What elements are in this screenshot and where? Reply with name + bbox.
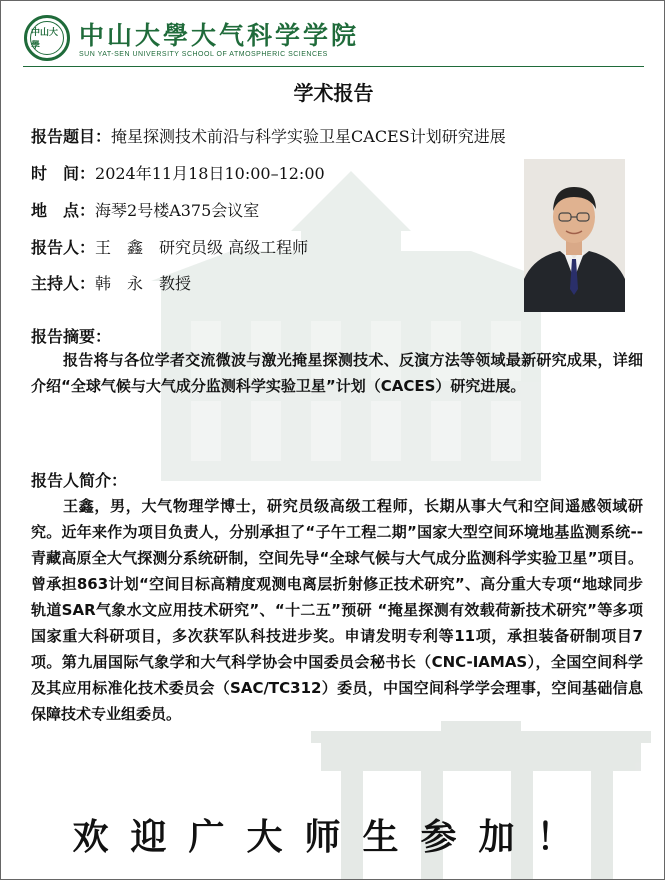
logo-text: 中山大學: [30, 21, 64, 55]
abstract-heading: 报告摘要：: [31, 327, 112, 346]
field-label: 时 间：: [31, 164, 96, 183]
university-name-en: SUN YAT-SEN UNIVERSITY SCHOOL OF ATMOSPHERIC SCIENCES: [79, 51, 328, 58]
page-title: 学术报告: [293, 81, 374, 105]
university-name-cn: 中山大學大气科学学院: [79, 21, 360, 50]
speaker-photo: [524, 159, 625, 312]
bio-heading: 报告人简介：: [31, 471, 128, 490]
university-logo: [24, 15, 70, 61]
field-topic: [31, 124, 506, 147]
field-value: 海琴2号楼A375会议室: [95, 201, 260, 220]
field-label: 主持人：: [31, 274, 96, 293]
field-time: [31, 161, 325, 184]
speaker-portrait-icon: [524, 159, 625, 312]
header: [1, 1, 665, 69]
field-value: 韩 永 教授: [95, 274, 192, 293]
field-label: 地 点：: [31, 201, 96, 220]
field-speaker: [31, 235, 308, 258]
field-value: 掩星探测技术前沿与科学实验卫星CACES计划研究进展: [111, 127, 506, 146]
field-label: 报告人：: [31, 238, 96, 257]
field-value: 王 鑫 研究员级 高级工程师: [95, 238, 309, 257]
field-label: 报告题目：: [31, 127, 112, 146]
field-host: [31, 271, 191, 294]
bio-text: 王鑫，男，大气物理学博士，研究员级高级工程师，长期从事大气和空间遥感领域研究。近年来作为项目负责人，分别承担了“子午工程二期”国家大型空间环境地基监测系统--青藏高原全大气探测分系统研制，空间先导“全球气候与大气成分监测科学实验卫星”项目。曾承担863计划“空间目标高精度观测电离层折射修正技术研究”、高分重大专项“地球同步轨道SAR气象水文应用技术研究”、“十二五”预研 “掩星探测有效载荷新技术研究”等多项国家重大科研项目，多次获军队科技进步奖。申请发明专利等11项，承担装备研制项目7项。第九届国际气象学和大气科学协会中国委员会秘书长（CNC-IAMAS），全国空间科学及其应用标准化技术委员会（SAC/TC312）委员，中国空间科学学会理事，空间基础信息保障技术专业组委员。: [31, 497, 643, 723]
field-value: 2024年11月18日10:00–12:00: [95, 164, 325, 183]
header-divider: [23, 66, 644, 67]
welcome-banner: 欢迎广大师生参加！: [72, 816, 595, 858]
abstract-text: 报告将与各位学者交流微波与激光掩星探测技术、反演方法等领域最新研究成果，详细介绍“全球气候与大气成分监测科学实验卫星”计划（CACES）研究进展。: [31, 351, 643, 395]
field-location: [31, 198, 259, 221]
